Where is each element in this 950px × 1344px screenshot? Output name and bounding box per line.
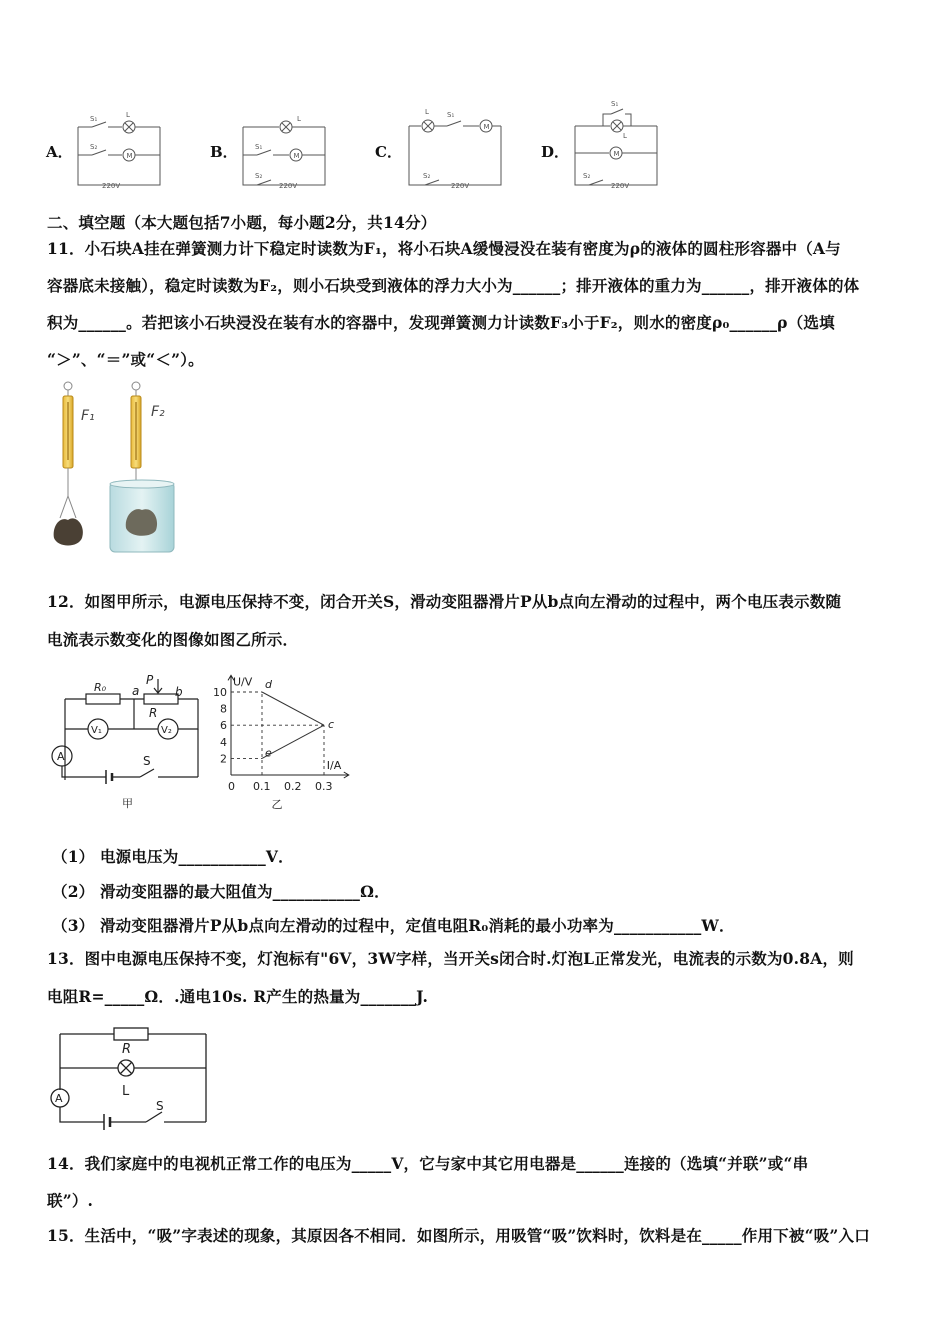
x-axis-label: I/A (326, 759, 342, 772)
switch-s2-label: S₂ (583, 172, 591, 180)
q12-chart-yi (205, 660, 375, 815)
option-d-circuit (569, 98, 664, 190)
q12-line2: 电流表示数变化的图像如图乙所示． (47, 630, 299, 649)
point-b-label: b (175, 685, 183, 699)
voltmeter-v2-label: V₂ (161, 725, 172, 736)
lamp-l-label: L (297, 115, 301, 123)
voltage-220v-label: 220V (451, 182, 470, 190)
ammeter-label: A (57, 750, 65, 763)
rheostat-r-label: R (149, 706, 158, 720)
q12-sub3: （3） 滑动变阻器滑片P从b点向左滑动的过程中，定值电阻R₀消耗的最小功率为___________W． (52, 916, 735, 935)
switch-s2-label: S₂ (423, 172, 431, 180)
voltmeter-v1-label: V₁ (91, 725, 102, 736)
switch-s-label: S (156, 1099, 164, 1113)
switch-s1-label: S₁ (447, 111, 455, 119)
option-b-label: B． (210, 143, 238, 161)
q12-circuit-jia (48, 675, 208, 815)
q11-line4: “＞”、“＝”或“＜”）。 (47, 350, 204, 369)
q12-sub2: （2） 滑动变阻器的最大阻值为___________Ω． (52, 882, 390, 901)
q14-line1: 14．我们家庭中的电视机正常工作的电压为_____V，它与家中其它用电器是______连接的（选填“并联”或“串 (47, 1154, 809, 1173)
option-b-circuit (237, 105, 332, 190)
option-a-circuit (72, 105, 167, 190)
section2-heading: 二、填空题（本大题包括7小题，每小题2分，共14分） (47, 213, 437, 232)
y-tick-label: 8 (220, 702, 227, 716)
option-d-label: D． (541, 143, 570, 161)
motor-m-label: M (483, 123, 490, 131)
q13-line1: 13．图中电源电压保持不变，灯泡标有"6V，3W字样，当开关s闭合时.灯泡L正常发光，电流表的示数为0.8A，则 (47, 949, 854, 968)
ammeter-label: A (55, 1092, 63, 1105)
x-tick-label: 0 (228, 780, 235, 793)
point-label-d: d (265, 678, 272, 691)
point-a-label: a (132, 684, 140, 698)
q11-line3: 积为______。若把该小石块浸没在装有水的容器中，发现弹簧测力计读数F₃小于F₂，则水的密度ρ₀______ρ（选填 (47, 313, 835, 332)
q13-line2: 电阻R=_____Ω．.通电10s. R产生的热量为_______J. (47, 987, 429, 1006)
switch-s2-label: S₂ (255, 172, 263, 180)
x-tick-label: 0.3 (315, 780, 333, 793)
r0-label: R₀ (94, 681, 107, 694)
point-label-e: e (265, 746, 272, 760)
y-axis-label: U/V (233, 675, 253, 689)
lamp-l-label: L (122, 1084, 130, 1099)
f2-label: F₂ (151, 404, 165, 420)
voltage-220v-label: 220V (279, 182, 298, 190)
q13-circuit (48, 1020, 218, 1130)
lamp-l-label: L (623, 132, 627, 140)
switch-s2-label: S₂ (90, 143, 98, 151)
y-tick-label: 4 (220, 735, 227, 749)
y-tick-label: 2 (220, 752, 227, 766)
y-tick-label: 6 (220, 719, 227, 733)
x-tick-label: 0.1 (253, 780, 271, 793)
switch-s-label: S (143, 754, 151, 768)
slider-p-label: P (146, 675, 154, 687)
option-c-circuit (403, 100, 508, 190)
caption-yi: 乙 (271, 798, 283, 811)
switch-s1-label: S₁ (90, 115, 98, 123)
y-tick-label: 10 (213, 686, 227, 699)
spring-scale-figure (48, 378, 188, 558)
option-a-label: A． (46, 143, 73, 161)
q15-line1: 15．生活中，“吸”字表述的现象，其原因各不相同．如图所示，用吸管“吸”饮料时，饮料是在_____作用下被“吸”入口 (47, 1226, 870, 1245)
lamp-l-label: L (126, 111, 130, 119)
q12-line1: 12．如图甲所示，电源电压保持不变，闭合开关S，滑动变阻器滑片P从b点向左滑动的过程中，两个电压表示数随 (47, 592, 842, 611)
q14-line2: 联”）. (47, 1191, 94, 1210)
option-c-label: C． (375, 143, 402, 161)
f1-label: F₁ (81, 408, 95, 424)
point-label-c: c (328, 718, 335, 732)
caption-jia: 甲 (122, 797, 133, 810)
switch-s1-label: S₁ (255, 143, 263, 151)
resistor-r-label: R (122, 1042, 132, 1057)
switch-s1-label: S₁ (611, 100, 619, 108)
q11-line2: 容器底未接触），稳定时读数为F₂，则小石块受到液体的浮力大小为______；排开液体的重力为______，排开液体的体 (47, 276, 860, 295)
x-tick-label: 0.2 (284, 780, 302, 793)
voltage-220v-label: 220V (611, 182, 630, 190)
motor-m-label: M (126, 152, 133, 160)
motor-m-label: M (613, 150, 620, 158)
voltage-220v-label: 220V (102, 182, 121, 190)
q11-line1: 11．小石块A挂在弹簧测力计下稳定时读数为F₁，将小石块A缓慢浸没在装有密度为ρ的液体的圆柱形容器中（A与 (47, 239, 841, 258)
motor-m-label: M (293, 152, 300, 160)
series-line-d-c (262, 692, 324, 725)
lamp-l-label: L (425, 108, 429, 116)
q12-sub1: （1） 电源电压为___________V． (52, 847, 294, 866)
